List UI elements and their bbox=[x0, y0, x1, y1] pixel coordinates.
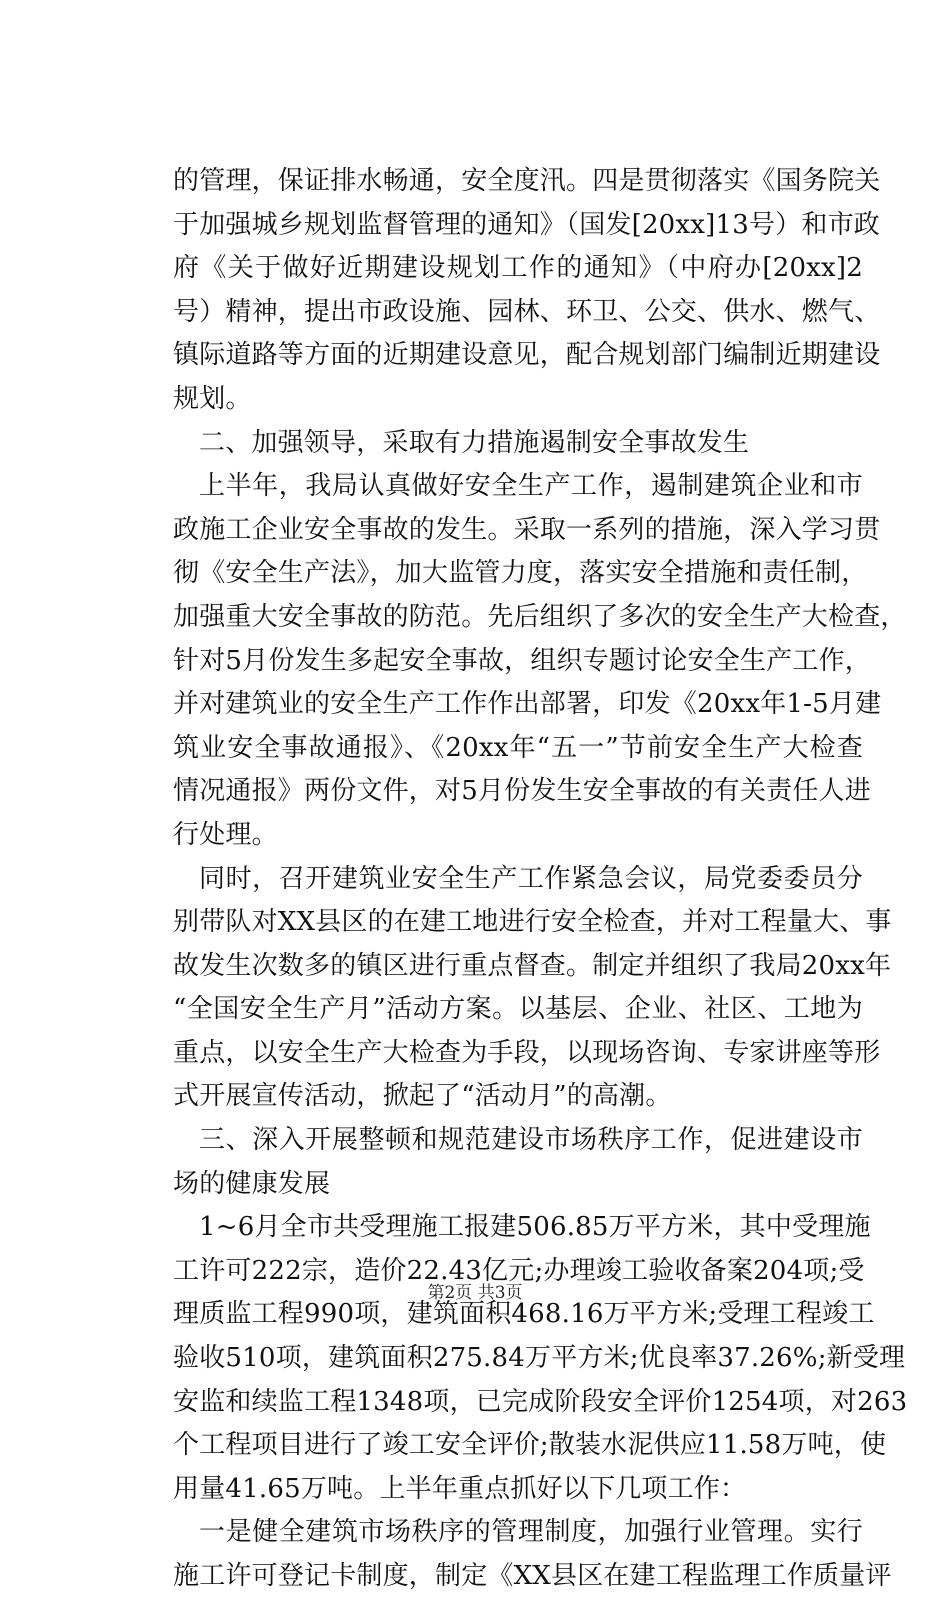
text-line: 并对建筑业的安全生产工作作出部署，印发《20xx年1-5月建 bbox=[173, 689, 882, 720]
text-line: 于加强城乡规划监督管理的通知》（国发[20xx]13号）和市政 bbox=[173, 209, 880, 240]
text-line: 上半年，我局认真做好安全生产工作，遏制建筑企业和市 bbox=[199, 471, 863, 502]
text-line: 府《关于做好近期建设规划工作的通知》（中府办[20xx]2 bbox=[173, 253, 863, 284]
page-number-footer: 第2页 共3页 bbox=[427, 1283, 523, 1303]
text-line: 行处理。 bbox=[173, 819, 278, 850]
text-line: 工许可222宗，造价22.43亿元;办理竣工验收备案204项;受 bbox=[173, 1255, 865, 1286]
text-line: 同时，召开建筑业安全生产工作紧急会议，局党委委员分 bbox=[199, 863, 863, 894]
text-line: 一是健全建筑市场秩序的管理制度，加强行业管理。实行 bbox=[199, 1517, 863, 1548]
section-heading: 二、加强领导，采取有力措施遏制安全事故发生 bbox=[199, 427, 750, 458]
text-line: 的管理，保证排水畅通，安全度汛。四是贯彻落实《国务院关 bbox=[173, 166, 881, 196]
text-line: 彻《安全生产法》，加大监管力度，落实安全措施和责任制， bbox=[173, 558, 868, 589]
text-line: 政施工企业安全事故的发生。采取一系列的措施，深入学习贯 bbox=[173, 514, 881, 545]
section-heading: 场的健康发展 bbox=[173, 1168, 331, 1199]
text-line: 用量41.65万吨。上半年重点抓好以下几项工作： bbox=[173, 1473, 747, 1504]
text-line: 筑业安全事故通报》、《20xx年“五一”节前安全生产大检查 bbox=[173, 732, 863, 763]
text-line: 式开展宣传活动，掀起了“活动月”的高潮。 bbox=[173, 1081, 672, 1112]
text-line: 验收510项，建筑面积275.84万平方米;优良率37.26%;新受理 bbox=[173, 1343, 906, 1374]
text-line: 理质监工程990项，建筑面积468.16万平方米;受理工程竣工 bbox=[173, 1299, 875, 1330]
text-line: 号）精神，提出市政设施、园林、环卫、公交、供水、燃气、 bbox=[173, 296, 881, 327]
text-line: 情况通报》两份文件，对5月份发生安全事故的有关责任人进 bbox=[173, 776, 871, 807]
text-line: 规划。 bbox=[173, 383, 252, 414]
text-line: 针对5月份发生多起安全事故，组织专题讨论安全生产工作， bbox=[173, 645, 871, 676]
text-line: 施工许可登记卡制度，制定《XX县区在建工程监理工作质量评 bbox=[173, 1561, 892, 1591]
text-line: 镇际道路等方面的近期建设意见，配合规划部门编制近期建设 bbox=[173, 340, 881, 371]
text-line: 重点，以安全生产大检查为手段，以现场咨询、专家讲座等形 bbox=[173, 1037, 881, 1068]
text-line: 加强重大安全事故的防范。先后组织了多次的安全生产大检查， bbox=[173, 601, 907, 632]
text-line: 别带队对XX县区的在建工地进行安全检查，并对工程量大、事 bbox=[173, 907, 892, 938]
text-line: 故发生次数多的镇区进行重点督查。制定并组织了我局20xx年 bbox=[173, 950, 892, 981]
text-line: “全国安全生产月”活动方案。以基层、企业、社区、工地为 bbox=[173, 994, 863, 1025]
document-body bbox=[173, 160, 908, 1599]
text-line: 个工程项目进行了竣工安全评价;散装水泥供应11.58万吨，使 bbox=[173, 1430, 887, 1461]
text-line: 1~6月全市共受理施工报建506.85万平方米，其中受理施 bbox=[199, 1212, 871, 1243]
text-line: 安监和续监工程1348项，已完成阶段安全评价1254项，对263 bbox=[173, 1386, 908, 1417]
section-heading: 三、深入开展整顿和规范建设市场秩序工作，促进建设市 bbox=[199, 1125, 863, 1156]
